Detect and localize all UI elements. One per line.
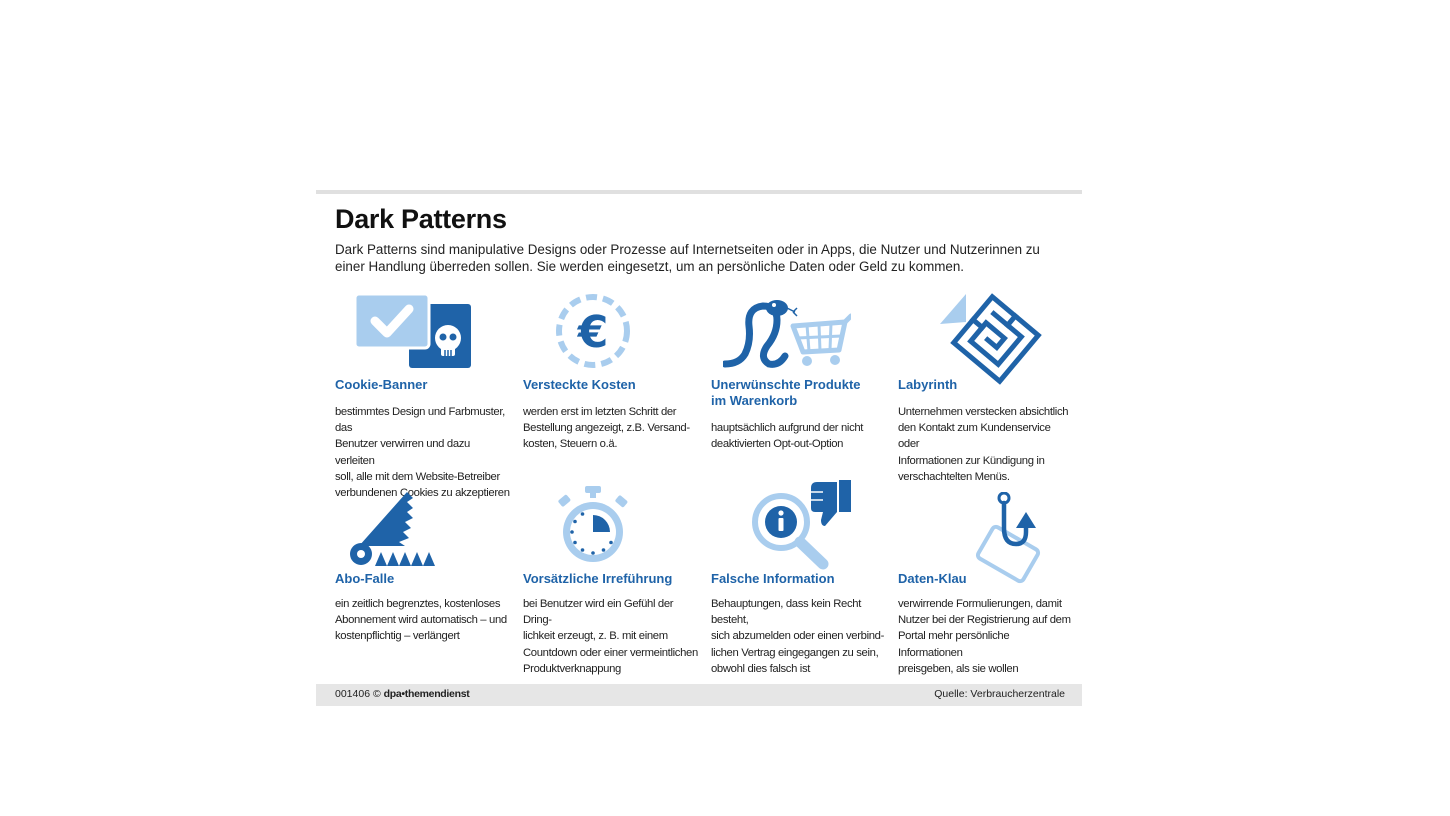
footer-source: Quelle: Verbraucherzentrale (934, 688, 1065, 700)
item-description: ein zeitlich begrenztes, kostenloses Abonnement wird automatisch – und kostenpflichtig – verlängert (335, 598, 507, 643)
item-description: Unternehmen verstecken absichtlich den Kontakt zum Kundenservice oder Informationen zur Kündigung in verschachtelten Menüs. (898, 406, 1069, 483)
item-description: verwirrende Formulierungen, damit Nutzer bei der Registrierung auf dem Portal mehr persönliche Informationen preisgeben, als sie wollen (898, 598, 1071, 675)
infographic-card (316, 190, 1082, 702)
item-title: Daten-Klau (898, 571, 967, 586)
page-title: Dark Patterns (335, 204, 507, 234)
cookie-skull-icon (355, 294, 473, 370)
info-thumbs-down-icon (749, 480, 853, 572)
maze-icon (940, 292, 1044, 386)
footer-bar (316, 684, 1082, 706)
stopwatch-icon (555, 486, 631, 566)
svg-text:€: € (577, 307, 609, 358)
footer-credit (335, 688, 469, 700)
item-title: Falsche Information (711, 571, 835, 586)
euro-icon (554, 292, 632, 370)
item-description: bei Benutzer wird ein Gefühl der Dring- lichkeit erzeugt, z. B. mit einem Countdown oder einer vermeintlichen Produktverknappung (523, 598, 698, 675)
intro-text: Dark Patterns sind manipulative Designs oder Prozesse auf Internetseiten oder in Apps, die Nutzer und Nutzerinnen zu einer Handlung überreden sollen. Sie werden eingesetzt, um an persönliche Daten oder Geld zu kommen. (335, 242, 1040, 274)
item-description: werden erst im letzten Schritt der Bestellung angezeigt, z.B. Versand- kosten, Steuern o.ä. (523, 406, 690, 451)
item-title: Cookie-Banner (335, 377, 428, 392)
item-title: Unerwünschte Produkte im Warenkorb (711, 377, 861, 408)
trap-icon (347, 488, 439, 566)
item-title: Abo-Falle (335, 571, 395, 586)
item-title: Vorsätzliche Irreführung (523, 571, 673, 586)
footer-code: 001406 © (335, 688, 381, 700)
snake-cart-icon (723, 294, 851, 368)
item-description: hauptsächlich aufgrund der nicht deaktivierten Opt-out-Option (711, 422, 864, 451)
item-title: Labyrinth (898, 377, 958, 392)
hook-card-icon (972, 492, 1048, 588)
item-description: Behauptungen, dass kein Recht besteht, sich abzumelden oder einen verbind- lichen Vertrag eingegangen zu sein, obwohl dies falsch ist (711, 598, 885, 675)
item-description: bestimmtes Design und Farbmuster, das Benutzer verwirren und dazu verleiten soll, alle mit dem Website-Betreiber verbundenen Cookies zu akzeptieren (335, 406, 510, 500)
item-title: Versteckte Kosten (523, 377, 636, 392)
footer-brand: dpa•themendienst (383, 688, 470, 700)
